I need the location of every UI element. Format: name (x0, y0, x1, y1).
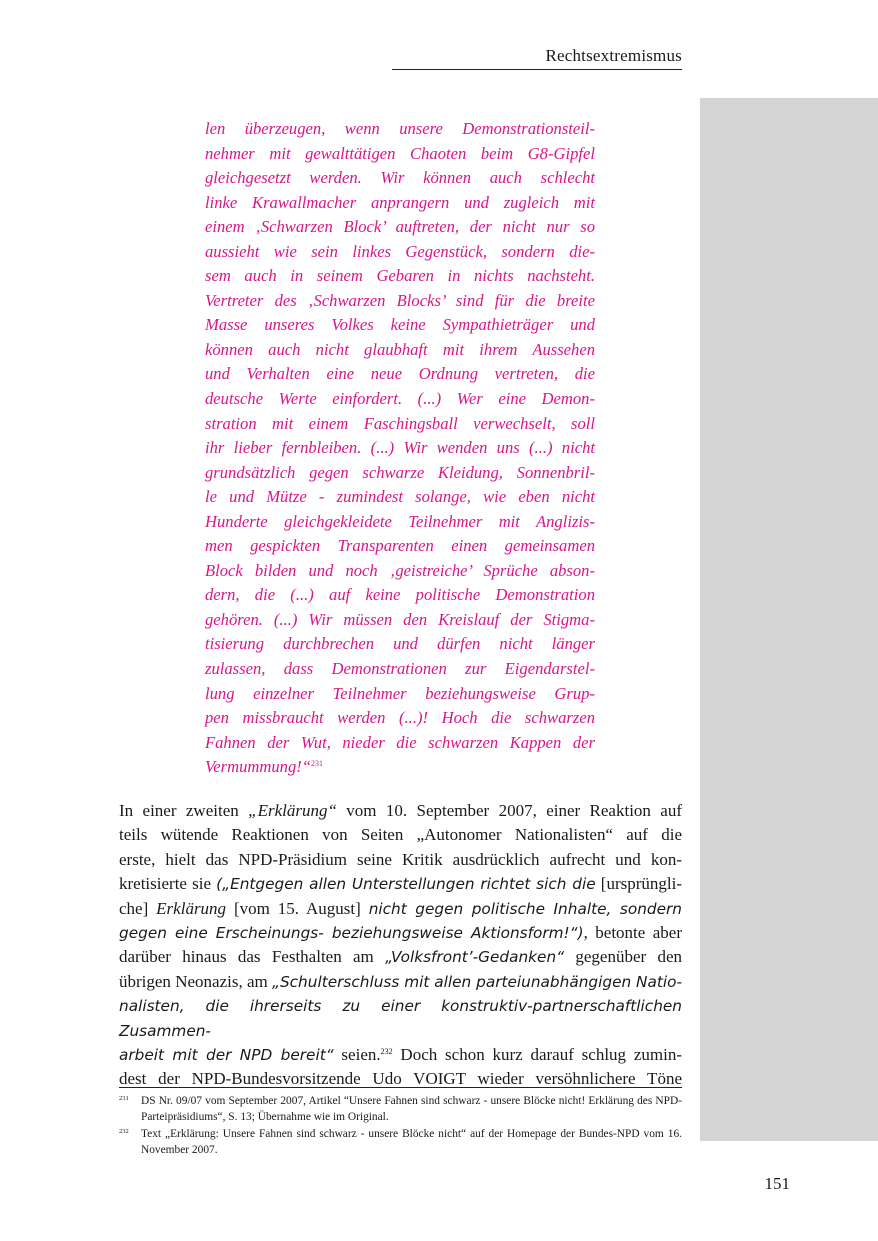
body-line (119, 1043, 682, 1067)
quote-line: Hunderte gleichgekleidete Teilnehmer mit Anglizis- (205, 511, 595, 531)
quote-last-line (205, 755, 595, 780)
text-run: übrigen Neonazis, am (119, 971, 273, 991)
quote-line: nehmer mit gewalttätigen Chaoten beim G8-Gipfel (205, 143, 595, 163)
quoted-run: nalisten, die ihrerseits zu einer konstruktiv-partnerschaftlichen Zusammen- (119, 997, 682, 1040)
text-run: darüber hinaus das Festhalten am (119, 947, 386, 967)
text-run: In einer zweiten (119, 801, 249, 820)
body-line (119, 799, 682, 823)
footnote-ref-231[interactable]: 231 (311, 759, 324, 769)
quoted-run: („Entgegen allen Unterstellungen richtet sich die (216, 875, 596, 894)
block-quote (205, 117, 595, 780)
quoted-run: „Volksfront’-Gedanken“ (385, 948, 565, 967)
footnote-number: 231 (119, 1095, 129, 1102)
quoted-run: gegen eine Erscheinungs- beziehungsweise Aktionsform!“) (119, 924, 584, 943)
margin-gray-band (700, 98, 878, 1141)
text-run: vom 10. September 2007, einer Reaktion auf (336, 801, 683, 820)
quote-line: einem ‚Schwarzen Block’ auftreten, der nicht nur so (205, 217, 595, 237)
page-number: 151 (764, 1174, 790, 1193)
quote-line: können auch nicht glaubhaft mit ihrem Aussehen (205, 339, 595, 359)
quote-line: und Verhalten eine neue Ordnung vertreten, die (205, 364, 595, 384)
quote-line: Fahnen der Wut, nieder die schwarzen Kappen der (205, 732, 595, 752)
quote-line: dern, die (...) auf keine politische Demonstration (205, 585, 595, 605)
running-head: Rechtsextremismus (545, 46, 682, 65)
body-paragraph (119, 799, 682, 1092)
quote-line: le und Mütze - zumindest solange, wie eben nicht (205, 487, 595, 507)
quote-line: zulassen, dass Demonstrationen zur Eigendarstel- (205, 659, 595, 679)
text-run: Doch schon kurz darauf schlug zumin- (392, 1045, 683, 1065)
quoted-run: nicht gegen politische Inhalte, sondern (368, 899, 682, 918)
quote-line: Masse unseres Volkes keine Sympathieträger und (205, 315, 595, 335)
body-line (119, 994, 682, 1043)
header-rule (392, 69, 682, 70)
footnote-231 (119, 1093, 682, 1126)
body-line (119, 945, 682, 969)
quoted-run: arbeit mit der NPD bereit“ (119, 1046, 334, 1065)
quote-line: tisierung durchbrechen und dürfen nicht länger (205, 634, 595, 654)
quote-line: gleichgesetzt werden. Wir können auch schlecht (205, 168, 595, 188)
italic-run: „Erklärung“ (248, 801, 337, 820)
quote-line: stration mit einem Faschingsball verwechselt, soll (205, 413, 595, 433)
quote-line: lung einzelner Teilnehmer beziehungsweise Grup- (205, 683, 595, 703)
quote-line: aussieht wie sein linkes Gegenstück, sondern die- (205, 241, 595, 261)
text-run: seien. (333, 1045, 381, 1065)
quoted-run: „Schulterschluss mit allen parteiunabhängigen Natio- (272, 972, 682, 991)
footnote-232 (119, 1126, 682, 1159)
footnote-number: 232 (119, 1127, 129, 1135)
quote-line: Block bilden und noch ‚geistreiche’ Sprüche abson- (205, 560, 595, 580)
quote-line: Vertreter des ‚Schwarzen Blocks’ sind für die breite (205, 290, 595, 310)
body-line (119, 897, 682, 921)
text-run: [ursprüngli- (595, 874, 682, 894)
quote-line: pen missbraucht werden (...)! Hoch die schwarzen (205, 708, 595, 728)
footnote-ref-232[interactable]: 232 (380, 1047, 393, 1057)
text-run: kretisierte sie (119, 874, 217, 894)
body-line: dest der NPD-Bundesvorsitzende Udo VOIGT wieder versöhnlichere Töne (119, 1069, 682, 1089)
body-line: teils wütende Reaktionen von Seiten „Autonomer Nationalisten“ auf die (119, 825, 682, 845)
footnote-rule (119, 1087, 682, 1088)
text-run: che] (119, 898, 157, 918)
body-line (119, 970, 682, 994)
body-line (119, 921, 682, 945)
text-run: gegenüber den (564, 947, 683, 967)
quote-line: linke Krawallmacher anprangern und zugleich mit (205, 192, 595, 212)
body-line: erste, hielt das NPD-Präsidium seine Kritik ausdrücklich aufrecht und kon- (119, 849, 682, 869)
quote-line: grundsätzlich gegen schwarze Kleidung, Sonnenbril- (205, 462, 595, 482)
quote-line: deutsche Werte einfordert. (...) Wer eine Demon- (205, 389, 595, 409)
quote-line: gehören. (...) Wir müssen den Kreislauf der Stigma- (205, 609, 595, 629)
footnote-text: DS Nr. 09/07 vom September 2007, Artikel “Unsere Fahnen sind schwarz - unsere Blöcke nicht! Erklärung des NPD-Parteipräsidiums“, S. 13; Übernahme wie im Original. (141, 1095, 682, 1124)
quote-line: ihr lieber fernbleiben. (...) Wir wenden uns (...) nicht (205, 438, 595, 458)
quote-line: men gespickten Transparenten einen gemeinsamen (205, 536, 595, 556)
footnote-text: Text „Erklärung: Unsere Fahnen sind schwarz - unsere Blöcke nicht“ auf der Homepage der Bundes-NPD vom 16. November 2007. (141, 1127, 682, 1156)
footnotes (119, 1093, 682, 1158)
italic-run: Erklärung (156, 898, 227, 918)
quote-end-text: Vermummung!“ (205, 757, 312, 777)
quote-line: sem auch in seinem Gebaren in nichts nachsteht. (205, 266, 595, 286)
text-run: [vom 15. August] (226, 898, 369, 918)
body-line (119, 872, 682, 896)
quote-line: len überzeugen, wenn unsere Demonstrationsteil- (205, 119, 595, 138)
text-run: , betonte aber (583, 923, 682, 943)
